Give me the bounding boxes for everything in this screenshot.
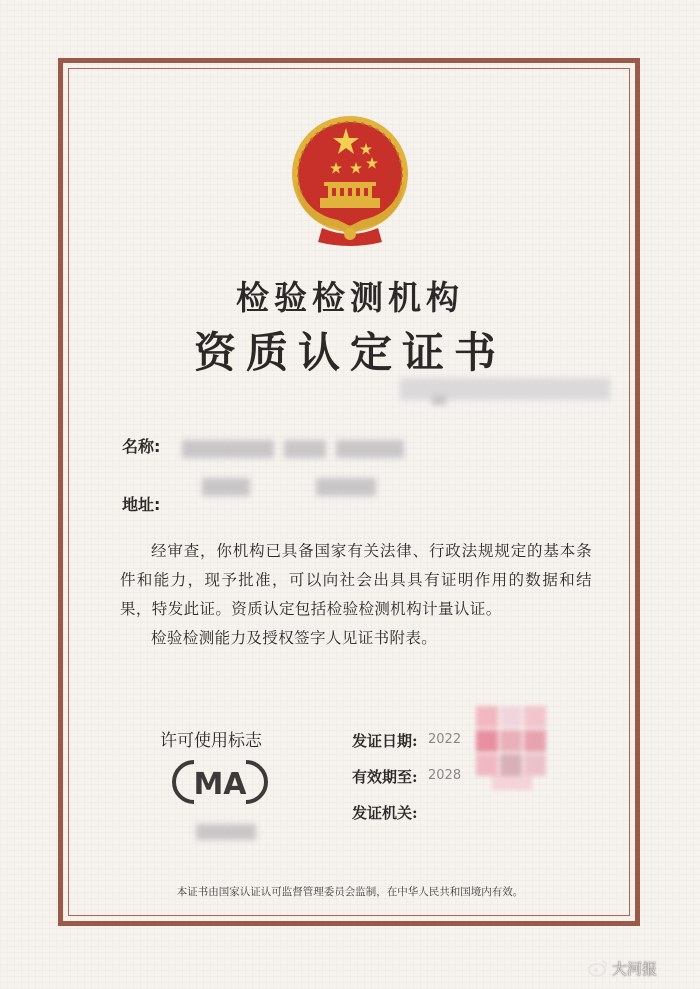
body-paragraph: 经审查，你机构已具备国家有关法律、行政法规规定的基本条件和能力，现予批准，可以向社会出具具有证明作用的数据和结果，特发此证。资质认定包括检验检测机构计量认证。 (120, 542, 592, 618)
name-label: 名称: (122, 437, 161, 456)
national-emblem (282, 110, 418, 250)
issuer-label: 发证机关: (352, 804, 418, 822)
issue-date-value: 2022 (428, 732, 462, 747)
cma-logo-text: MA (193, 767, 247, 802)
certificate-body (120, 537, 592, 653)
valid-until-label: 有效期至: (352, 768, 418, 786)
cma-logo (172, 758, 268, 806)
redacted-name-value (284, 440, 326, 458)
body-paragraph: 检验检测能力及授权签字人见证书附表。 (151, 629, 438, 647)
watermark-text: 大河报 (612, 960, 658, 978)
redacted-name-value (336, 440, 404, 458)
redacted-official-seal (462, 706, 558, 792)
certificate-footer: 本证书由国家认证认可监督管理委员会监制，在中华人民共和国境内有效。 (176, 886, 524, 898)
redacted-certificate-number-fragment (432, 395, 446, 405)
certificate-title-line1: 检验检测机构 (236, 278, 464, 317)
certificate-title-line2: 资质认定证书 (193, 328, 506, 377)
issue-date-label: 发证日期: (352, 732, 418, 750)
redacted-address-value (202, 478, 250, 496)
valid-until-value: 2028 (428, 768, 462, 783)
address-label: 地址: (122, 495, 161, 514)
redacted-address-value (316, 478, 376, 496)
license-mark-label: 许可使用标志 (160, 731, 262, 751)
redacted-name-value (182, 440, 274, 458)
redacted-mark-number (196, 824, 256, 840)
weibo-logo-icon (588, 959, 608, 977)
